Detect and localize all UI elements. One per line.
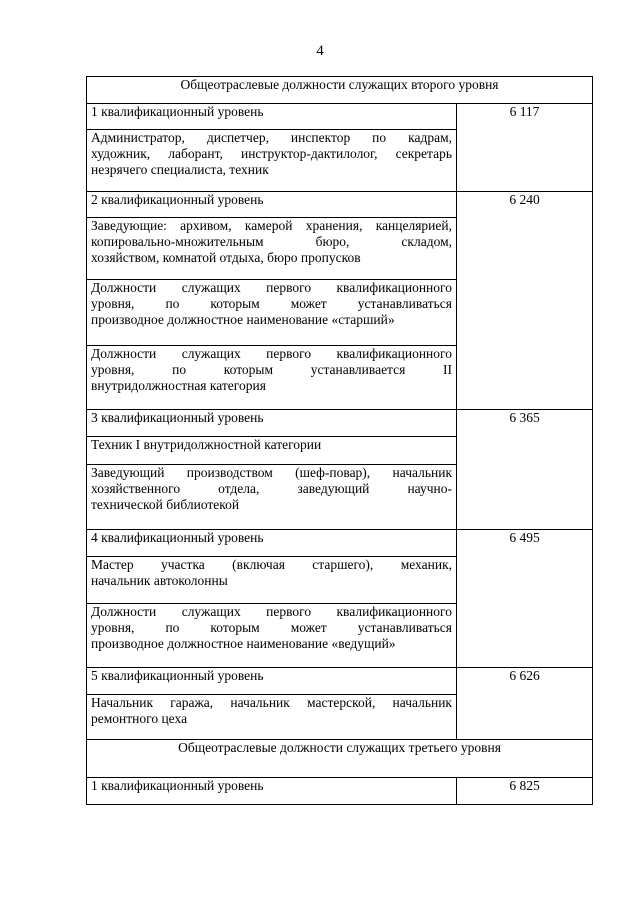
salary-value: 6 240 bbox=[457, 192, 593, 410]
page-number: 4 bbox=[316, 43, 324, 59]
position-description: Должности служащих первого квалификационного уровня, по которым устанавливается II внутридолжностная категория bbox=[87, 346, 457, 410]
section-header-row bbox=[87, 740, 593, 778]
section-title: Общеотраслевые должности служащих третьего уровня bbox=[87, 740, 593, 778]
level-row bbox=[87, 104, 593, 130]
position-description: Техник I внутридолжностной категории bbox=[87, 437, 457, 465]
level-row bbox=[87, 410, 593, 437]
level-label: 2 квалификационный уровень bbox=[87, 192, 457, 218]
salary-table bbox=[86, 76, 593, 805]
position-description: Начальник гаража, начальник мастерской, начальник ремонтного цеха bbox=[87, 695, 457, 740]
position-description: Мастер участка (включая старшего), механик, начальник автоколонны bbox=[87, 557, 457, 604]
position-description: Заведующие: архивом, камерой хранения, канцелярией, копировально-множительным бюро, складом, хозяйством, комнатой отдыха, бюро пропусков bbox=[87, 218, 457, 280]
level-label: 1 квалификационный уровень bbox=[87, 778, 457, 805]
position-description: Должности служащих первого квалификационного уровня, по которым может устанавливаться производное должностное наименование «ведущий» bbox=[87, 604, 457, 668]
level-row bbox=[87, 778, 593, 805]
salary-value: 6 117 bbox=[457, 104, 593, 192]
level-row bbox=[87, 530, 593, 557]
position-description: Администратор, диспетчер, инспектор по кадрам, художник, лаборант, инструктор-дактилолог, секретарь незрячего специалиста, техник bbox=[87, 130, 457, 192]
level-label: 3 квалификационный уровень bbox=[87, 410, 457, 437]
salary-value: 6 365 bbox=[457, 410, 593, 530]
section-header-row bbox=[87, 77, 593, 104]
level-label: 1 квалификационный уровень bbox=[87, 104, 457, 130]
position-description: Должности служащих первого квалификационного уровня, по которым может устанавливаться производное должностное наименование «старший» bbox=[87, 280, 457, 346]
salary-value: 6 825 bbox=[457, 778, 593, 805]
level-row bbox=[87, 668, 593, 695]
level-row bbox=[87, 192, 593, 218]
section-title: Общеотраслевые должности служащих второго уровня bbox=[87, 77, 593, 104]
position-description: Заведующий производством (шеф-повар), начальник хозяйственного отдела, заведующий научно- технической библиотекой bbox=[87, 465, 457, 530]
salary-value: 6 626 bbox=[457, 668, 593, 740]
level-label: 5 квалификационный уровень bbox=[87, 668, 457, 695]
salary-value: 6 495 bbox=[457, 530, 593, 668]
level-label: 4 квалификационный уровень bbox=[87, 530, 457, 557]
